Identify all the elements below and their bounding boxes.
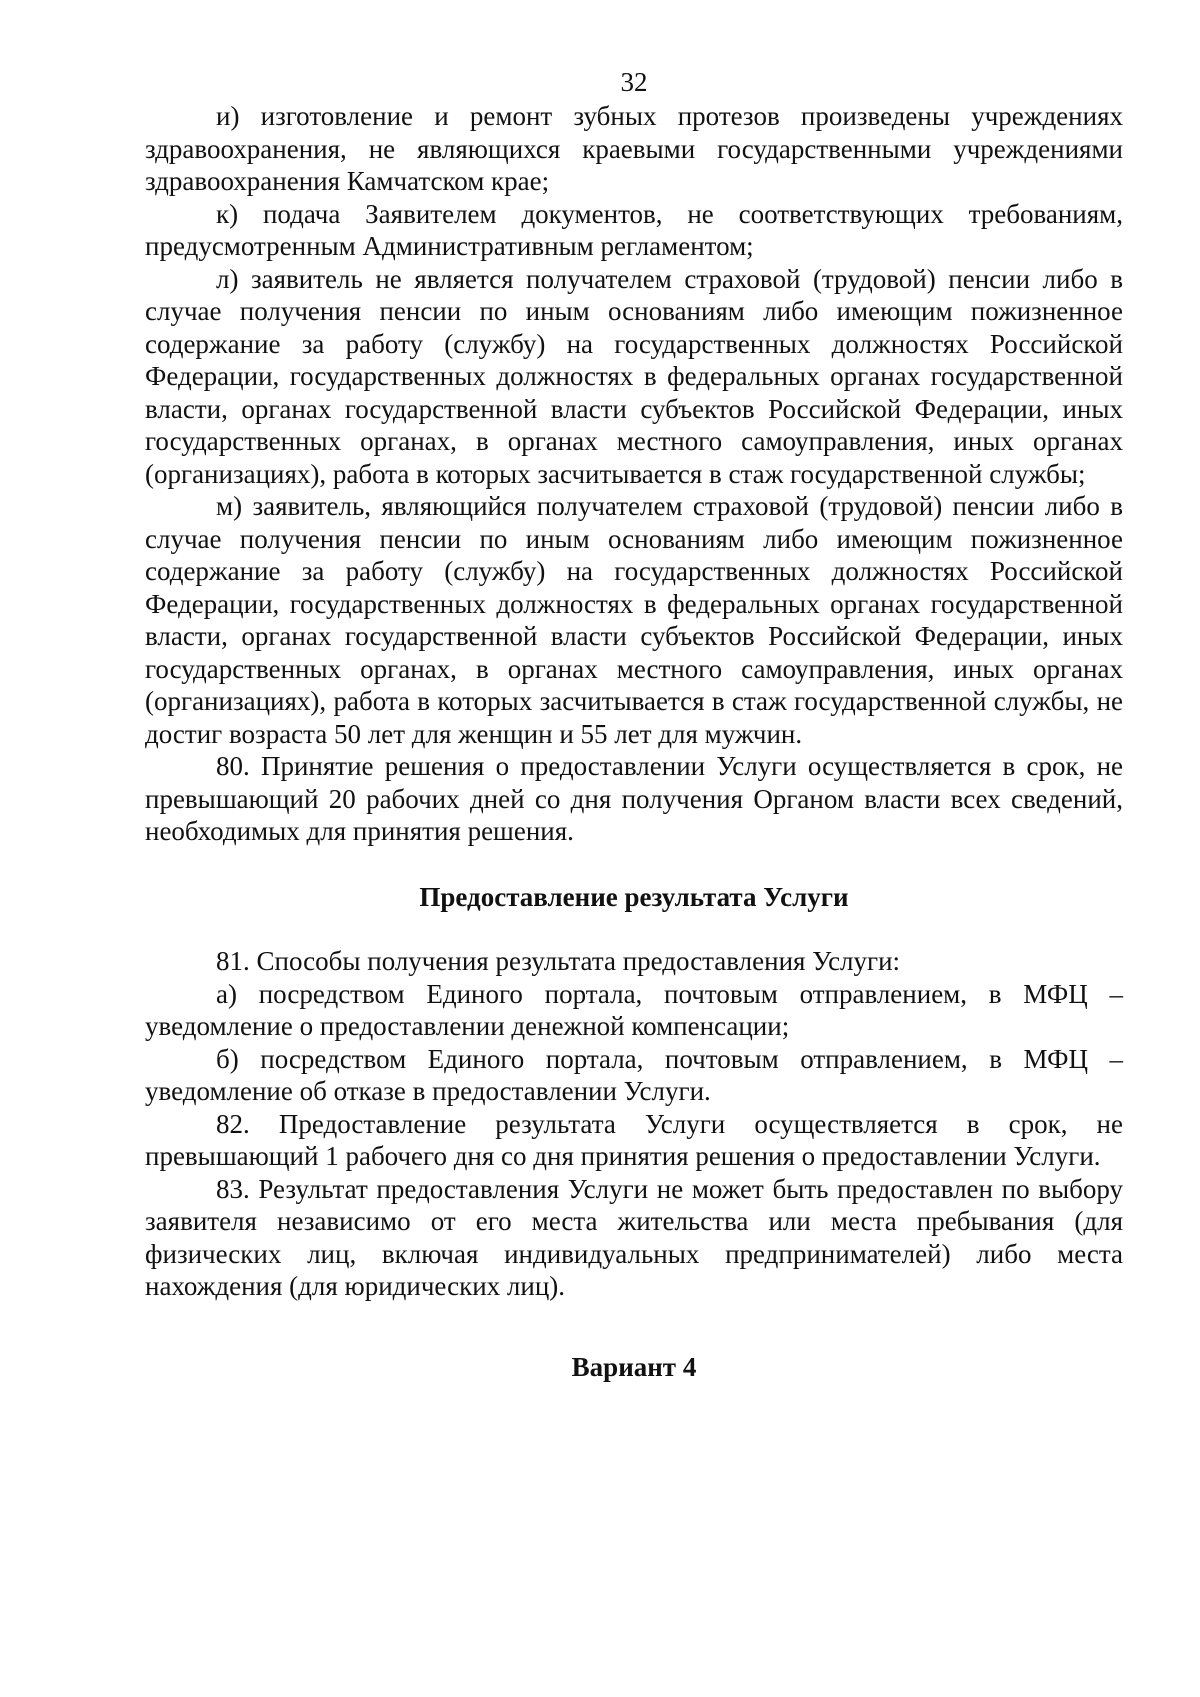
section-heading: Предоставление результата Услуги — [419, 881, 849, 912]
paragraph-b: б) посредством Единого портала, почтовым отправлением, в МФЦ – уведомление об отказе в предоставлении Услуги. — [145, 1043, 1123, 1106]
paragraph-l: л) заявитель не является получателем страховой (трудовой) пенсии либо в случае получения пенсии по иным основаниям либо имеющим пожизненное содержание за работу (службу) на государственных должностях Российской Федерации, государственных должностях в федеральных органах государственной власти, органах государственной власти субъектов Российской Федерации, иных государственных органах, в органах местного самоуправления, иных органах (организациях), работа в которых засчитывается в стаж государственной службы; — [145, 263, 1123, 489]
page-number: 32 — [620, 67, 648, 97]
variant-heading: Вариант 4 — [571, 1351, 697, 1382]
paragraph-82: 82. Предоставление результата Услуги осуществляется в срок, не превышающий 1 рабочего дня со дня принятия решения о предоставлении Услуги. — [145, 1108, 1123, 1171]
paragraph-k: к) подача Заявителем документов, не соответствующих требованиям, предусмотренным Административным регламентом; — [145, 198, 1123, 261]
paragraph-i: и) изготовление и ремонт зубных протезов произведены учреждениях здравоохранения, не являющихся краевыми государственными учреждениями здравоохранения Камчатском крае; — [145, 101, 1123, 196]
paragraph-a: а) посредством Единого портала, почтовым отправлением, в МФЦ – уведомление о предоставлении денежной компенсации; — [145, 978, 1123, 1041]
paragraph-81: 81. Способы получения результата предоставления Услуги: — [216, 946, 901, 976]
paragraph-m: м) заявитель, являющийся получателем страховой (трудовой) пенсии либо в случае получения пенсии по иным основаниям либо имеющим пожизненное содержание за работу (службу) на государственных должностях Российской Федерации, государственных должностях в федеральных органах государственной власти, органах государственной власти субъектов Российской Федерации, иных государственных органах, в органах местного самоуправления, иных органах (организациях), работа в которых засчитывается в стаж государственной службы, не достиг возраста 50 лет для женщин и 55 лет для мужчин. — [145, 491, 1123, 749]
document-page — [145, 66, 1123, 1383]
paragraph-83: 83. Результат предоставления Услуги не может быть предоставлен по выбору заявителя независимо от его места жительства или места пребывания (для физических лиц, включая индивидуальных предпринимателей) либо места нахождения (для юридических лиц). — [145, 1173, 1123, 1301]
paragraph-80: 80. Принятие решения о предоставлении Услуги осуществляется в срок, не превышающий 20 рабочих дней со дня получения Органом власти всех сведений, необходимых для принятия решения. — [145, 751, 1123, 846]
